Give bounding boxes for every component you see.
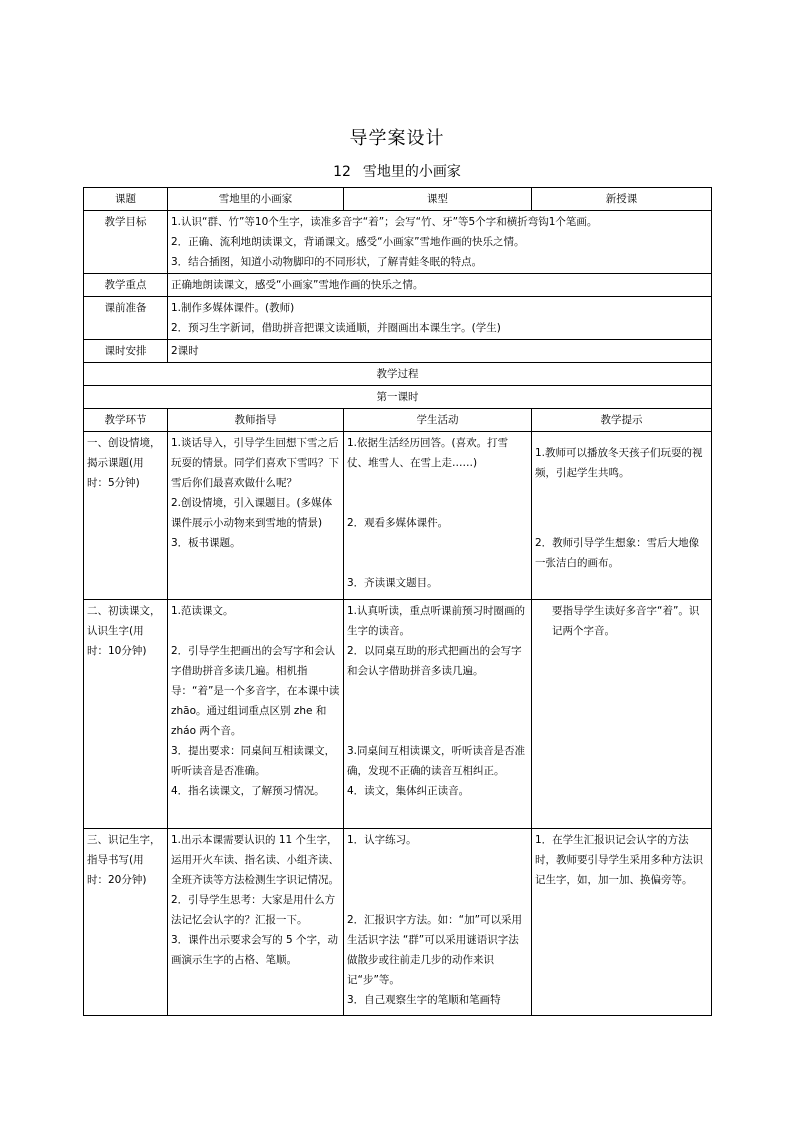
student-activity [344,432,532,600]
student-step: 3．自己观察生字的笔顺和笔画特 [347,994,501,1006]
schedule-value: 2课时 [168,340,712,363]
column-header-tips: 教学提示 [532,409,712,432]
teacher-step: 3．提出要求：同桌间互相读课文，听听读音是否准确。 [171,745,336,777]
goals-label: 教学目标 [84,211,168,274]
student-step: 2．观看多媒体课件。 [347,517,449,529]
teacher-step: 2．引导学生把画出的会写字和会认字借助拼音多读几遍。相机指导：“着”是一个多音字，在本课中读 zhāo。通过组词重点区别 zhe 和 zháo 两个音。 [171,645,340,737]
lesson-number: 12 [333,164,351,180]
teacher-step: 1.出示本课需要认识的 11 个生字，运用开火车读、指名读、小组齐读、全班齐读等方法检测生字识记情况。 [171,834,339,886]
topic-label: 课题 [84,188,168,211]
teacher-step: 2.创设情境，引入课题目。(多媒体课件展示小动物来到雪地的情景) [171,497,333,529]
period-heading: 第一课时 [84,386,712,409]
teacher-guidance [168,829,344,1016]
teaching-tips [532,600,712,829]
tip-item: 1.教师可以播放冬天孩子们玩耍的视频，引起学生共鸣。 [535,447,703,479]
student-activity [344,829,532,1016]
process-heading-row [84,363,712,386]
period-heading-row [84,386,712,409]
key-points-row [84,274,712,297]
student-step: 4．读文，集体纠正读音。 [347,785,470,797]
stage-name: 二、初读课文，认识生字(用时：10分钟) [84,600,168,829]
stage-name: 一、创设情境，揭示课题(用时：5分钟) [84,432,168,600]
tip-item: 要指导学生读好多音字“着”。识记两个字音。 [552,605,700,637]
student-step: 1.依据生活经历回答。(喜欢。打雪仗、堆雪人、在雪上走……) [347,437,509,469]
key-points-label: 教学重点 [84,274,168,297]
teaching-tips [532,829,712,1016]
stage-row [84,600,712,829]
student-step: 2．以同桌互助的形式把画出的会写字和会认字借助拼音多读几遍。 [347,645,522,677]
document-title: 导学案设计 [349,128,445,149]
student-step: 3.同桌间互相读课文，听听读音是否准确，发现不正确的读音互相纠正。 [347,745,526,777]
goal-item: 1.认识“群、竹”等10个生字，读准多音字“着”；会写“竹、牙”等5个字和横折弯钩1个笔画。 [171,216,598,228]
topic-row [84,188,712,211]
schedule-row [84,340,712,363]
student-step: 1．认字练习。 [347,834,417,846]
preparation-item: 1.制作多媒体课件。(教师) [171,302,295,314]
stage-name: 三、识记生字，指导书写(用时：20分钟) [84,829,168,1016]
preparation-content [168,297,712,340]
goals-row [84,211,712,274]
column-header-stage: 教学环节 [84,409,168,432]
teacher-step: 4．指名读课文，了解预习情况。 [171,785,325,797]
type-value: 新授课 [532,188,712,211]
preparation-item: 2．预习生字新词，借助拼音把课文读通顺，并圈画出本课生字。(学生) [171,322,501,334]
key-points-value: 正确地朗读课文，感受“小画家”雪地作画的快乐之情。 [168,274,712,297]
student-activity [344,600,532,829]
goals-content [168,211,712,274]
teacher-step: 2．引导学生思考：大家是用什么方法记忆会认字的？汇报一下。 [171,894,336,926]
teacher-step: 1.谈话导入，引导学生回想下雪之后玩耍的情景。同学们喜欢下雪吗？下雪后你们最喜欢做什么呢？ [171,437,339,489]
preparation-row [84,297,712,340]
process-heading: 教学过程 [84,363,712,386]
teacher-guidance [168,600,344,829]
stage-row [84,432,712,600]
tip-item: 1．在学生汇报识记会认字的方法时，教师要引导学生采用多种方法识记生字，如，加一加、换偏旁等。 [535,834,703,886]
type-label: 课型 [344,188,532,211]
goal-item: 2．正确、流利地朗读课文，背诵课文。感受“小画家”雪地作画的快乐之情。 [171,236,525,248]
teacher-step: 1.范读课文。 [171,605,234,617]
goal-item: 3．结合插图，知道小动物脚印的不同形状，了解青蛙冬眠的特点。 [171,256,483,268]
column-header-student: 学生活动 [344,409,532,432]
lesson-subtitle [0,161,794,181]
lesson-plan-table [83,187,712,1016]
student-step: 2．汇报识字方法。如：“加”可以采用生活识字法 “群”可以采用谜语识字法 做散步或往前走几步的动作来识记“步”等。 [347,914,523,986]
teacher-step: 3．板书课题。 [171,537,241,549]
teaching-tips [532,432,712,600]
column-header-teacher: 教师指导 [168,409,344,432]
student-step: 3．齐读课文题目。 [347,577,438,589]
lesson-title: 雪地里的小画家 [362,164,461,180]
teacher-step: 3．课件出示要求会写的 5 个字，动画演示生字的占格、笔顺。 [171,934,339,966]
stage-row [84,829,712,1016]
column-header-row [84,409,712,432]
student-step: 1.认真听读，重点听课前预习时圈画的生字的读音。 [347,605,526,637]
tip-item: 2．教师引导学生想象：雪后大地像一张洁白的画布。 [535,537,700,569]
topic-value: 雪地里的小画家 [168,188,344,211]
teacher-guidance [168,432,344,600]
schedule-label: 课时安排 [84,340,168,363]
preparation-label: 课前准备 [84,297,168,340]
